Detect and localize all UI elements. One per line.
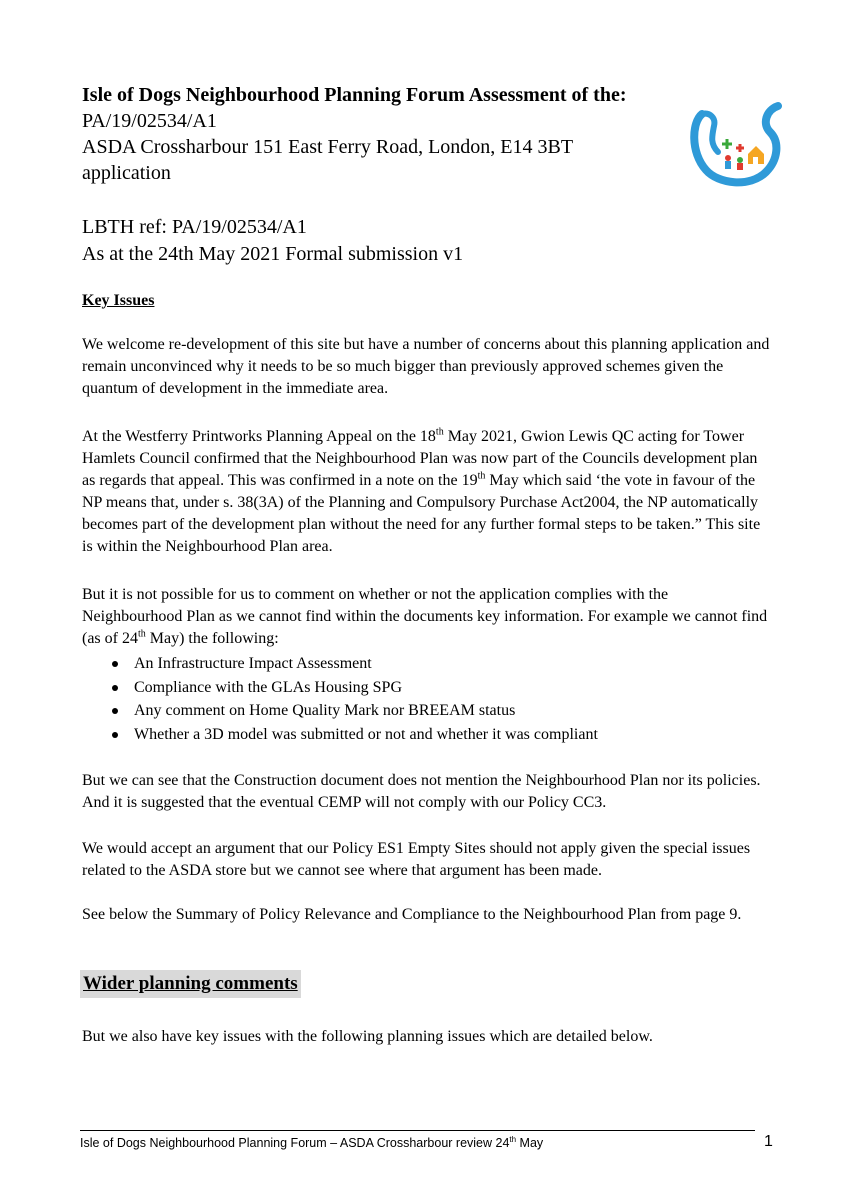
wider-planning-paragraph <box>82 1026 772 1048</box>
paragraph-text: But we can see that the Construction document does not mention the Neighbourhood Plan nor its policies. And it is suggested that the eventual CEMP will not comply with our Policy CC3. <box>82 772 761 811</box>
list-item-text: An Infrastructure Impact Assessment <box>134 655 372 672</box>
superscript: th <box>509 1134 517 1144</box>
lbth-reference: LBTH ref: PA/19/02534/A1 <box>82 216 307 238</box>
bullet-icon <box>112 661 118 667</box>
paragraph-fragment: But it is not possible for us to comment on whether or not the application complies with the Neighbourhood Plan as we cannot find within the documents key information. For example we cannot find (as of 24 <box>82 586 768 647</box>
footer-caption <box>80 1134 543 1152</box>
list-item-text: Whether a 3D model was submitted or not and whether it was compliant <box>134 725 598 743</box>
list-item <box>112 699 598 723</box>
footer-fragment: May <box>516 1136 544 1150</box>
page-number: 1 <box>764 1133 773 1150</box>
paragraph-text <box>82 426 772 558</box>
list-item <box>112 652 598 676</box>
superscript: th <box>435 426 444 438</box>
key-issues-paragraph-4 <box>82 770 772 814</box>
document-title-block <box>82 82 682 186</box>
paragraph-text: But we also have key issues with the following planning issues which are detailed below. <box>82 1028 653 1045</box>
key-issues-paragraph-2 <box>82 426 772 558</box>
submission-status: As at the 24th May 2021 Formal submission v1 <box>82 243 464 265</box>
paragraph-text: We welcome re-development of this site but have a number of concerns about this planning application and remain unconvinced why it needs to be so much bigger than previously approved schemes given the quantum of development in the immediate area. <box>82 336 770 397</box>
application-reference: PA/19/02534/A1 <box>82 110 217 132</box>
paragraph-text: See below the Summary of Policy Relevance and Compliance to the Neighbourhood Plan from page 9. <box>82 906 742 923</box>
list-item-text: Any comment on Home Quality Mark nor BREEAM status <box>134 702 516 719</box>
key-issues-paragraph-3 <box>82 584 772 650</box>
key-issues-paragraph-6 <box>82 904 772 926</box>
application-label: application <box>82 162 171 184</box>
missing-information-list <box>112 652 598 746</box>
list-item <box>112 723 598 747</box>
paragraph-fragment: At the Westferry Printworks Planning Appeal on the 18 <box>82 428 436 445</box>
bullet-icon <box>112 685 118 691</box>
bullet-icon <box>112 732 118 738</box>
document-title: Isle of Dogs Neighbourhood Planning Forum Assessment of the: <box>82 84 627 106</box>
paragraph-text: We would accept an argument that our Policy ES1 Empty Sites should not apply given the special issues related to the ASDA store but we cannot see where that argument has been made. <box>82 840 751 879</box>
key-issues-heading: Key Issues <box>82 292 155 309</box>
paragraph-fragment: May 2021, Gwion Lewis QC acting for Tower Hamlets Council confirmed that the Neighbourhood Plan was now part of the Councils development plan as regards that appeal. This was confirmed in a note on the 19 <box>82 428 758 489</box>
footer-fragment: Isle of Dogs Neighbourhood Planning Forum – ASDA Crossharbour review 24 <box>80 1136 510 1150</box>
paragraph-fragment: May which said ‘the vote in favour of the NP means that, under s. 38(3A) of the Planning and Compulsory Purchase Act2004, the NP automatically becomes part of the development plan without the need for any further formal steps to be taken.” This site is within the Neighbourhood Plan area. <box>82 472 761 555</box>
list-item-text: Compliance with the GLAs Housing SPG <box>134 678 402 696</box>
wider-planning-heading: Wider planning comments <box>80 970 301 998</box>
bullet-icon <box>112 708 118 714</box>
forum-logo-icon <box>688 92 788 202</box>
key-issues-paragraph-5 <box>82 838 772 882</box>
site-address: ASDA Crossharbour 151 East Ferry Road, London, E14 3BT <box>82 136 574 158</box>
footer-divider <box>80 1130 755 1131</box>
superscript: th <box>137 628 146 640</box>
paragraph-fragment: May) the following: <box>145 630 279 647</box>
key-issues-heading-wrap <box>82 290 772 312</box>
list-item <box>112 676 598 700</box>
key-issues-paragraph-1 <box>82 334 772 400</box>
paragraph-text <box>82 584 772 650</box>
superscript: th <box>477 470 486 482</box>
reference-block <box>82 214 463 268</box>
